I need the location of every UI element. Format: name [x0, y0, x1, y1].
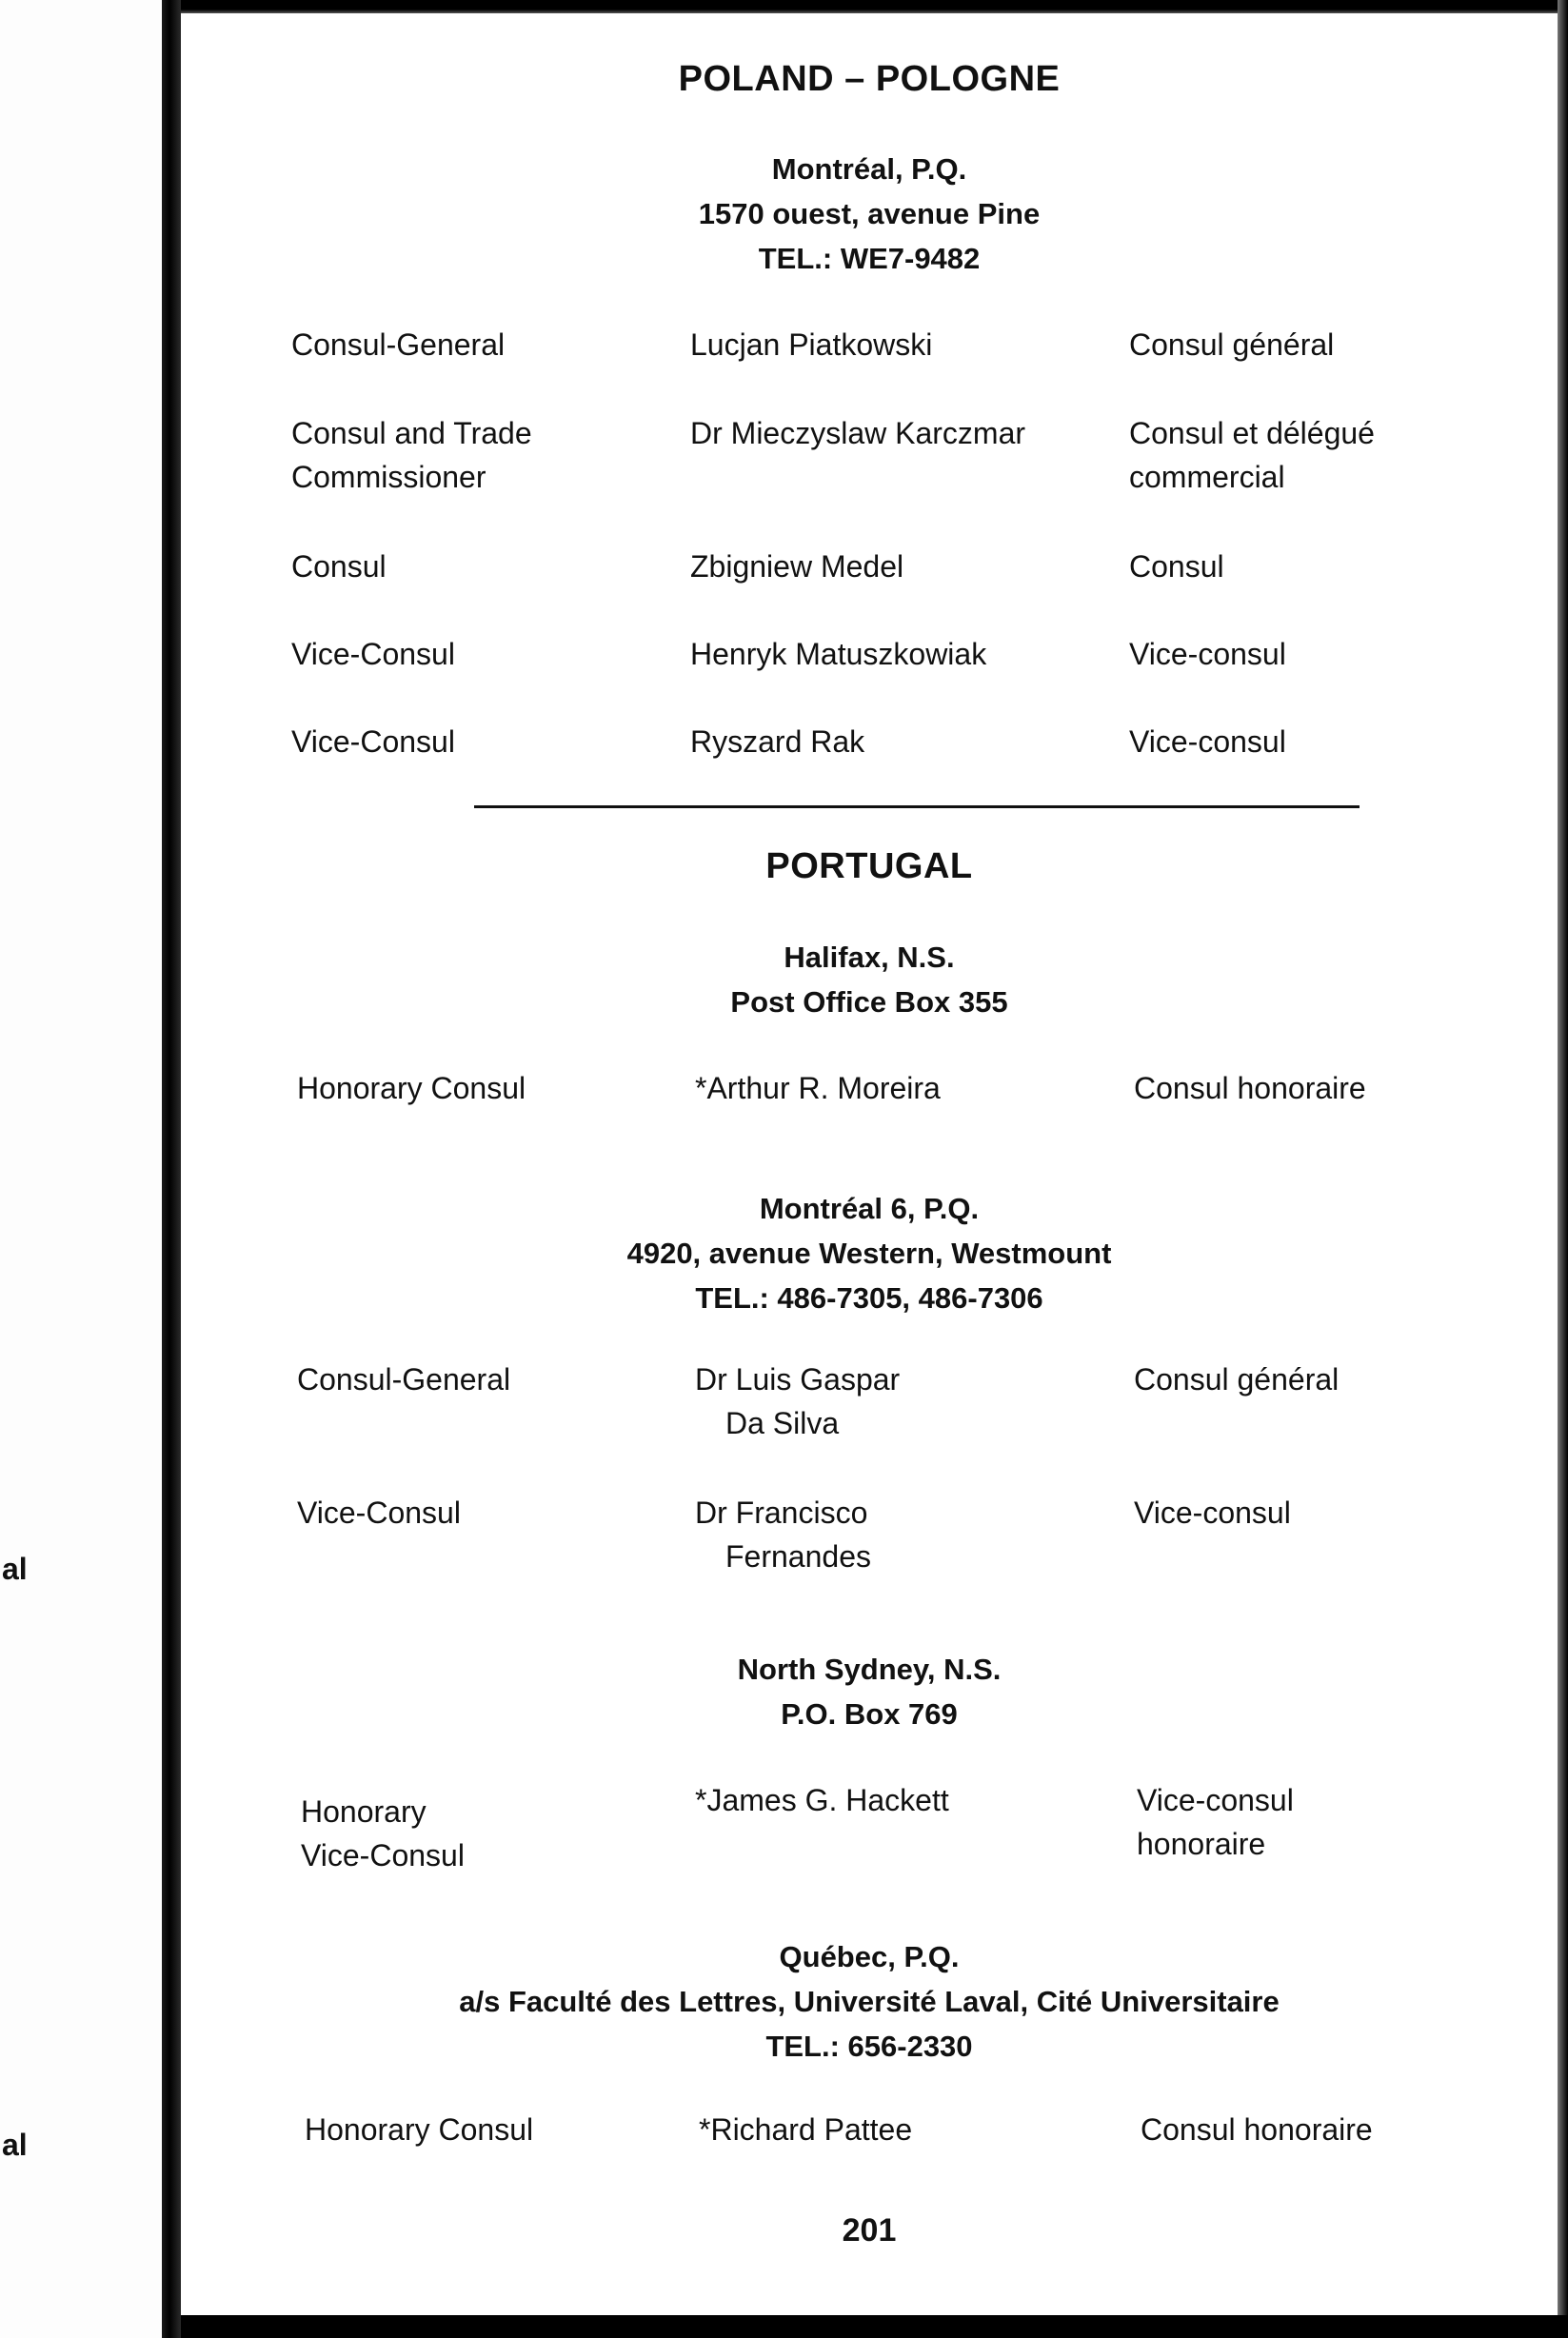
- title-french-line: Consul honoraire: [1141, 2112, 1373, 2147]
- address-line: Montréal 6, P.Q.: [759, 1192, 980, 1225]
- staff-name: [690, 323, 1100, 367]
- title-french-line: Consul général: [1134, 1362, 1340, 1397]
- title-english-line: Vice-Consul: [297, 1496, 461, 1530]
- page-number: 201: [842, 2212, 897, 2249]
- staff-name-line: Dr Luis Gaspar: [695, 1362, 901, 1397]
- title-french-line: Consul honoraire: [1134, 1071, 1366, 1105]
- staff-name: [695, 1357, 1104, 1445]
- staff-row: [181, 1778, 1558, 1873]
- staff-row: [181, 411, 1558, 506]
- title-english: [297, 1357, 640, 1401]
- staff-name: [695, 1491, 1104, 1578]
- title-english: [291, 323, 634, 367]
- section-title-poland: POLAND – POLOGNE: [678, 59, 1061, 99]
- staff-name: [690, 411, 1100, 455]
- adjacent-page-margin: [0, 0, 162, 2338]
- title-french: [1129, 720, 1538, 763]
- title-french: [1129, 411, 1538, 499]
- staff-name-line: Da Silva: [725, 1406, 840, 1440]
- title-english: [291, 545, 634, 588]
- address-block-halifax: [181, 935, 1558, 1024]
- address-line: P.O. Box 769: [781, 1697, 958, 1731]
- book-gutter: [162, 0, 181, 2338]
- title-english: [291, 411, 634, 499]
- staff-row: [181, 1491, 1558, 1586]
- address-block-montreal-portugal: [181, 1186, 1558, 1320]
- section-title-portugal: PORTUGAL: [765, 846, 973, 886]
- title-french: [1129, 632, 1538, 676]
- title-english-line: Commissioner: [291, 460, 486, 494]
- title-french: [1141, 2108, 1550, 2151]
- scan-top-edge: [181, 0, 1568, 13]
- address-line: TEL.: 486-7305, 486-7306: [695, 1281, 1043, 1315]
- title-french-line: Consul et délégué: [1129, 416, 1375, 450]
- staff-name-line: Lucjan Piatkowski: [690, 327, 933, 362]
- address-block-quebec: [181, 1934, 1558, 2069]
- title-french: [1129, 323, 1538, 367]
- title-english-line: Honorary Consul: [305, 2112, 534, 2147]
- staff-name: [690, 720, 1100, 763]
- title-english-line: Honorary Consul: [297, 1071, 526, 1105]
- address-line: TEL.: 656-2330: [765, 2030, 973, 2063]
- title-french-line: honoraire: [1137, 1827, 1266, 1861]
- staff-name: [695, 1778, 1104, 1822]
- title-english: [291, 632, 634, 676]
- staff-name-line: Zbigniew Medel: [690, 549, 904, 584]
- address-line: Québec, P.Q.: [779, 1940, 960, 1973]
- margin-fragment: al: [2, 2128, 28, 2162]
- staff-name: [699, 2108, 1108, 2151]
- title-english-line: Consul-General: [291, 327, 506, 362]
- staff-row: [181, 323, 1558, 418]
- address-line: Montréal, P.Q.: [771, 152, 967, 186]
- address-line: North Sydney, N.S.: [737, 1653, 1002, 1686]
- staff-name-line: *Arthur R. Moreira: [695, 1071, 941, 1105]
- staff-name-line: Dr Mieczyslaw Karczmar: [690, 416, 1026, 450]
- staff-name-line: Dr Francisco: [695, 1496, 868, 1530]
- title-french-line: commercial: [1129, 460, 1285, 494]
- staff-name: [690, 632, 1100, 676]
- staff-row: [181, 632, 1558, 727]
- address-block-north-sydney: [181, 1647, 1558, 1736]
- section-divider: [474, 805, 1360, 808]
- title-french: [1134, 1357, 1543, 1401]
- address-line: 1570 ouest, avenue Pine: [698, 197, 1041, 230]
- title-french: [1129, 545, 1538, 588]
- title-english-line: Consul and Trade: [291, 416, 532, 450]
- scan-bottom-edge: [181, 2315, 1568, 2338]
- address-line: a/s Faculté des Lettres, Université Laval, Cité Universitaire: [459, 1985, 1280, 2018]
- title-english: [305, 2108, 647, 2151]
- staff-row: [181, 2108, 1558, 2203]
- document-page: [181, 13, 1558, 2315]
- title-french: [1137, 1778, 1546, 1866]
- address-line: TEL.: WE7-9482: [758, 242, 981, 275]
- title-french-line: Vice-consul: [1134, 1496, 1291, 1530]
- staff-row: [181, 720, 1558, 815]
- staff-name: [695, 1066, 1104, 1110]
- title-english: [301, 1790, 644, 1877]
- title-french: [1134, 1066, 1543, 1110]
- staff-name-line: *Richard Pattee: [699, 2112, 913, 2147]
- title-english: [291, 720, 634, 763]
- address-block-montreal-poland: [181, 147, 1558, 281]
- title-french-line: Consul général: [1129, 327, 1335, 362]
- staff-row: [181, 1357, 1558, 1453]
- title-english-line: Consul: [291, 549, 387, 584]
- staff-name-line: Henryk Matuszkowiak: [690, 637, 987, 671]
- staff-name-line: Fernandes: [725, 1539, 871, 1574]
- title-french-line: Vice-consul: [1129, 724, 1286, 759]
- margin-fragment: al: [2, 1552, 28, 1586]
- title-french-line: Vice-consul: [1137, 1783, 1294, 1817]
- title-english-line: Vice-Consul: [291, 637, 455, 671]
- scan-right-edge: [1558, 0, 1568, 2338]
- title-english-line: Vice-Consul: [291, 724, 455, 759]
- title-english-line: Honorary: [301, 1794, 427, 1829]
- title-french: [1134, 1491, 1543, 1535]
- title-english: [297, 1491, 640, 1535]
- staff-row: [181, 1066, 1558, 1161]
- staff-name: [690, 545, 1100, 588]
- address-line: 4920, avenue Western, Westmount: [626, 1237, 1112, 1270]
- address-line: Post Office Box 355: [730, 985, 1008, 1019]
- staff-name-line: *James G. Hackett: [695, 1783, 949, 1817]
- title-french-line: Consul: [1129, 549, 1224, 584]
- title-english: [297, 1066, 640, 1110]
- title-english-line: Consul-General: [297, 1362, 511, 1397]
- address-line: Halifax, N.S.: [784, 941, 955, 974]
- title-french-line: Vice-consul: [1129, 637, 1286, 671]
- staff-name-line: Ryszard Rak: [690, 724, 865, 759]
- staff-row: [181, 545, 1558, 640]
- title-english-line: Vice-Consul: [301, 1838, 465, 1872]
